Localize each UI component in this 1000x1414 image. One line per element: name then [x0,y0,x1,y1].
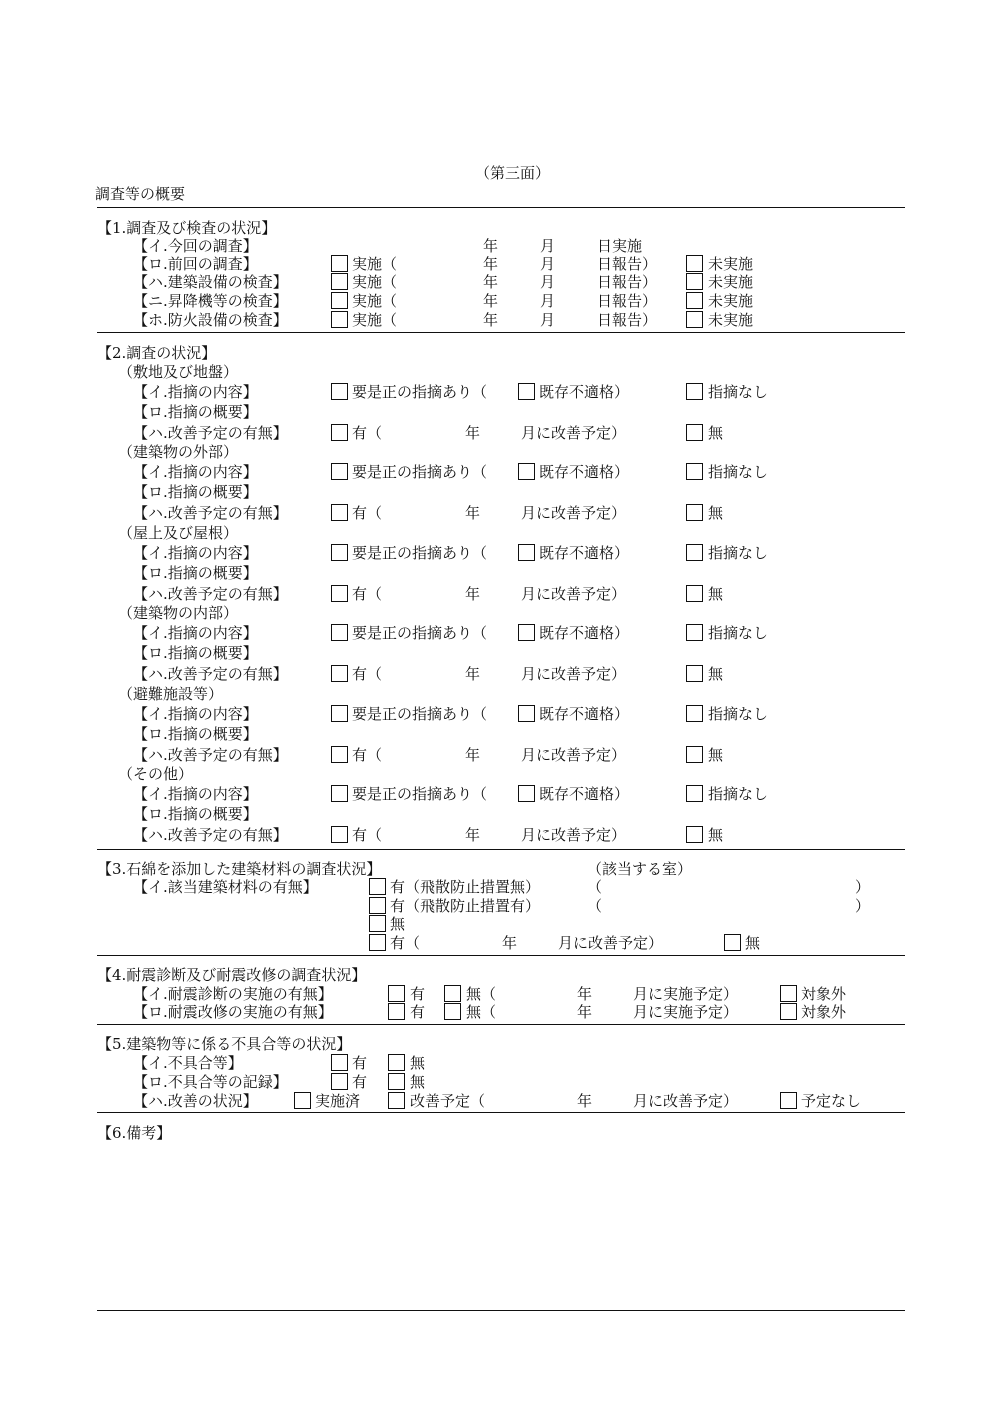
year-label: 年 [483,292,499,310]
existing-nonconforming-label: 既存不適格） [539,705,630,723]
improvement-yes-checkbox[interactable] [331,665,348,682]
improvement-plan-date-label: 月に改善予定） [521,585,627,603]
defect-yes-label: 有 [352,1054,368,1072]
section-5-divider [97,1112,905,1113]
improvement-no-label: 無 [708,585,724,603]
improvement-no-checkbox[interactable] [686,424,703,441]
no-findings-checkbox[interactable] [686,705,703,722]
seismic-no-label: 無（ [466,985,497,1003]
seismic-no-checkbox[interactable] [444,1003,461,1020]
defect-record-yes-checkbox[interactable] [331,1073,348,1090]
day-label: 日報告） [597,311,658,329]
category-heading: （その他） [118,765,194,783]
no-plan-checkbox[interactable] [780,1092,797,1109]
not-done-label: 未実施 [708,292,754,310]
finding-content-label: 【イ.指摘の内容】 [133,463,258,481]
existing-nonconforming-checkbox[interactable] [518,785,535,802]
asbestos-yes-measure-checkbox[interactable] [369,897,386,914]
finding-summary-label: 【ロ.指摘の概要】 [133,725,258,743]
improvement-plan-date-label: 月に改善予定） [521,746,627,764]
year-label: 年 [483,237,499,255]
seismic-row-label: 【イ.耐震診断の実施の有無】 [133,985,333,1003]
needs-correction-label: 要是正の指摘あり（ [352,544,488,562]
year-label: 年 [465,504,481,522]
header-divider [97,207,905,208]
not-applicable-checkbox[interactable] [780,1003,797,1020]
inspection-row-label: 【ハ.建築設備の検査】 [133,273,288,291]
improvement-no-checkbox[interactable] [686,585,703,602]
seismic-row-label: 【ロ.耐震改修の実施の有無】 [133,1003,333,1021]
improvement-plan-label: 【ハ.改善予定の有無】 [133,665,288,683]
no-findings-label: 指摘なし [708,383,769,401]
section-1-divider [97,332,905,333]
existing-nonconforming-label: 既存不適格） [539,544,630,562]
year-label: 年 [465,826,481,844]
improvement-no-checkbox[interactable] [686,746,703,763]
no-findings-label: 指摘なし [708,544,769,562]
year-label: 年 [465,746,481,764]
improvement-plan-label: 【ハ.改善予定の有無】 [133,746,288,764]
no-findings-label: 指摘なし [708,463,769,481]
inspection-done-checkbox[interactable] [331,255,348,272]
year-label: 年 [465,585,481,603]
seismic-yes-label: 有 [410,985,426,1003]
asbestos-improve-no-label: 無 [745,934,761,952]
needs-correction-label: 要是正の指摘あり（ [352,463,488,481]
no-plan-label: 予定なし [801,1092,862,1110]
asbestos-improve-yes-checkbox[interactable] [369,934,386,951]
category-heading: （避難施設等） [118,685,224,703]
document-title: 調査等の概要 [95,185,186,203]
defect-yes-checkbox[interactable] [331,1054,348,1071]
defect-record-no-label: 無 [410,1073,426,1091]
month-label: 月 [540,273,556,291]
defect-record-label: 【ロ.不具合等の記録】 [133,1073,288,1091]
defect-record-no-checkbox[interactable] [388,1073,405,1090]
needs-correction-checkbox[interactable] [331,544,348,561]
inspection-row-label: 【ホ.防火設備の検査】 [133,311,288,329]
asbestos-none-label: 無 [390,915,406,933]
existing-nonconforming-label: 既存不適格） [539,624,630,642]
day-label: 日実施 [597,237,643,255]
day-label: 日報告） [597,255,658,273]
finding-content-label: 【イ.指摘の内容】 [133,383,258,401]
existing-nonconforming-checkbox[interactable] [518,705,535,722]
asbestos-improve-no-checkbox[interactable] [724,934,741,951]
no-findings-checkbox[interactable] [686,383,703,400]
inspection-row-label: 【ニ.昇降機等の検査】 [133,292,288,310]
not-done-label: 未実施 [708,255,754,273]
improvement-plan-label: 【ハ.改善予定の有無】 [133,585,288,603]
paren-close: ） [855,878,871,896]
needs-correction-label: 要是正の指摘あり（ [352,785,488,803]
improvement-plan-label: 【ハ.改善予定の有無】 [133,504,288,522]
defect-row-label: 【イ.不具合等】 [133,1054,243,1072]
not-applicable-label: 対象外 [801,985,847,1003]
improvement-yes-checkbox[interactable] [331,585,348,602]
existing-nonconforming-label: 既存不適格） [539,785,630,803]
no-findings-label: 指摘なし [708,705,769,723]
asbestos-yes-no-measure-checkbox[interactable] [369,878,386,895]
improvement-status-label: 【ハ.改善の状況】 [133,1092,258,1110]
not-done-label: 未実施 [708,273,754,291]
improvement-done-label: 実施済 [315,1092,361,1110]
defect-no-label: 無 [410,1054,426,1072]
improvement-yes-checkbox[interactable] [331,424,348,441]
improvement-planned-label: 改善予定（ [410,1092,486,1110]
not-done-checkbox[interactable] [686,255,703,272]
category-heading: （屋上及び屋根） [118,524,239,542]
paren-open: （ [587,897,603,915]
section-4-divider [97,1024,905,1025]
improvement-plan-date-label: 月に改善予定） [521,424,627,442]
defect-record-yes-label: 有 [352,1073,368,1091]
month-label: 月 [540,292,556,310]
day-label: 日報告） [597,292,658,310]
inspection-done-label: 実施（ [352,255,398,273]
category-heading: （建築物の外部） [118,443,239,461]
improvement-no-checkbox[interactable] [686,826,703,843]
improvement-yes-checkbox[interactable] [331,746,348,763]
year-label: 年 [577,985,593,1003]
improvement-no-checkbox[interactable] [686,665,703,682]
not-done-checkbox[interactable] [686,311,703,328]
improvement-yes-label: 有（ [352,826,383,844]
year-label: 年 [465,665,481,683]
asbestos-improve-yes-label: 有（ [390,934,421,952]
improvement-yes-label: 有（ [352,424,383,442]
improvement-yes-checkbox[interactable] [331,504,348,521]
no-findings-checkbox[interactable] [686,544,703,561]
seismic-yes-checkbox[interactable] [388,1003,405,1020]
improvement-yes-checkbox[interactable] [331,826,348,843]
section-4-title: 【4.耐震診断及び耐震改修の調査状況】 [97,966,367,984]
needs-correction-label: 要是正の指摘あり（ [352,705,488,723]
existing-nonconforming-checkbox[interactable] [518,463,535,480]
no-findings-checkbox[interactable] [686,624,703,641]
existing-nonconforming-label: 既存不適格） [539,383,630,401]
improvement-plan-date-label: 月に改善予定） [558,934,664,952]
improvement-yes-label: 有（ [352,585,383,603]
month-label: 月 [540,311,556,329]
improvement-planned-checkbox[interactable] [388,1092,405,1109]
improvement-no-checkbox[interactable] [686,504,703,521]
inspection-done-label: 実施（ [352,311,398,329]
improvement-yes-label: 有（ [352,746,383,764]
finding-content-label: 【イ.指摘の内容】 [133,785,258,803]
year-label: 年 [483,255,499,273]
remarks-bottom-divider [97,1310,905,1311]
improvement-yes-label: 有（ [352,665,383,683]
seismic-yes-label: 有 [410,1003,426,1021]
finding-summary-label: 【ロ.指摘の概要】 [133,644,258,662]
no-findings-label: 指摘なし [708,785,769,803]
no-findings-label: 指摘なし [708,624,769,642]
existing-nonconforming-checkbox[interactable] [518,544,535,561]
no-findings-checkbox[interactable] [686,785,703,802]
improvement-plan-label: 【ハ.改善予定の有無】 [133,424,288,442]
year-label: 年 [577,1003,593,1021]
improvement-no-label: 無 [708,746,724,764]
needs-correction-checkbox[interactable] [331,705,348,722]
improvement-done-checkbox[interactable] [294,1092,311,1109]
section-5-title: 【5.建築物等に係る不具合等の状況】 [97,1035,352,1053]
day-label: 日報告） [597,273,658,291]
needs-correction-checkbox[interactable] [331,785,348,802]
improvement-no-label: 無 [708,424,724,442]
inspection-done-checkbox[interactable] [331,311,348,328]
needs-correction-label: 要是正の指摘あり（ [352,383,488,401]
improvement-no-label: 無 [708,504,724,522]
not-done-checkbox[interactable] [686,273,703,290]
inspection-done-label: 実施（ [352,292,398,310]
finding-content-label: 【イ.指摘の内容】 [133,544,258,562]
asbestos-none-checkbox[interactable] [369,915,386,932]
seismic-no-label: 無（ [466,1003,497,1021]
year-label: 年 [483,311,499,329]
inspection-done-label: 実施（ [352,273,398,291]
section-3-divider [97,955,905,956]
seismic-yes-checkbox[interactable] [388,985,405,1002]
improvement-plan-date-label: 月に改善予定） [521,504,627,522]
paren-close: ） [855,897,871,915]
applicable-room-label: （該当する室） [587,860,693,878]
inspection-done-checkbox[interactable] [331,273,348,290]
not-done-label: 未実施 [708,311,754,329]
finding-content-label: 【イ.指摘の内容】 [133,705,258,723]
finding-content-label: 【イ.指摘の内容】 [133,624,258,642]
finding-summary-label: 【ロ.指摘の概要】 [133,403,258,421]
defect-no-checkbox[interactable] [388,1054,405,1071]
improvement-plan-label: 【ハ.改善予定の有無】 [133,826,288,844]
improvement-yes-label: 有（ [352,504,383,522]
inspection-row-label: 【ロ.前回の調査】 [133,255,258,273]
existing-nonconforming-checkbox[interactable] [518,624,535,641]
not-applicable-checkbox[interactable] [780,985,797,1002]
improvement-plan-date-label: 月に改善予定） [521,665,627,683]
improvement-plan-date-label: 月に改善予定） [633,1092,739,1110]
inspection-row-label: 【イ.今回の調査】 [133,237,258,255]
section-2-title: 【2.調査の状況】 [97,344,217,362]
asbestos-yes-measure-label: 有（飛散防止措置有） [390,897,541,915]
asbestos-material-label: 【イ.該当建築材料の有無】 [133,878,318,896]
needs-correction-checkbox[interactable] [331,624,348,641]
needs-correction-checkbox[interactable] [331,383,348,400]
paren-open: （ [587,878,603,896]
needs-correction-label: 要是正の指摘あり（ [352,624,488,642]
improvement-no-label: 無 [708,826,724,844]
finding-summary-label: 【ロ.指摘の概要】 [133,564,258,582]
finding-summary-label: 【ロ.指摘の概要】 [133,805,258,823]
year-label: 年 [483,273,499,291]
year-label: 年 [577,1092,593,1110]
inspection-done-checkbox[interactable] [331,292,348,309]
implementation-plan-label: 月に実施予定） [633,1003,739,1021]
existing-nonconforming-label: 既存不適格） [539,463,630,481]
no-findings-checkbox[interactable] [686,463,703,480]
not-done-checkbox[interactable] [686,292,703,309]
existing-nonconforming-checkbox[interactable] [518,383,535,400]
asbestos-yes-no-measure-label: 有（飛散防止措置無） [390,878,541,896]
improvement-plan-date-label: 月に改善予定） [521,826,627,844]
month-label: 月 [540,237,556,255]
implementation-plan-label: 月に実施予定） [633,985,739,1003]
needs-correction-checkbox[interactable] [331,463,348,480]
section-6-title: 【6.備考】 [97,1124,172,1142]
year-label: 年 [465,424,481,442]
section-2-divider [97,849,905,850]
category-heading: （敷地及び地盤） [118,363,239,381]
section-1-title: 【1.調査及び検査の状況】 [97,219,277,237]
month-label: 月 [540,255,556,273]
year-label: 年 [502,934,518,952]
section-3-title: 【3.石綿を添加した建築材料の調査状況】 [97,860,382,878]
improvement-no-label: 無 [708,665,724,683]
finding-summary-label: 【ロ.指摘の概要】 [133,483,258,501]
not-applicable-label: 対象外 [801,1003,847,1021]
page-label: （第三面） [475,164,551,182]
category-heading: （建築物の内部） [118,604,239,622]
seismic-no-checkbox[interactable] [444,985,461,1002]
